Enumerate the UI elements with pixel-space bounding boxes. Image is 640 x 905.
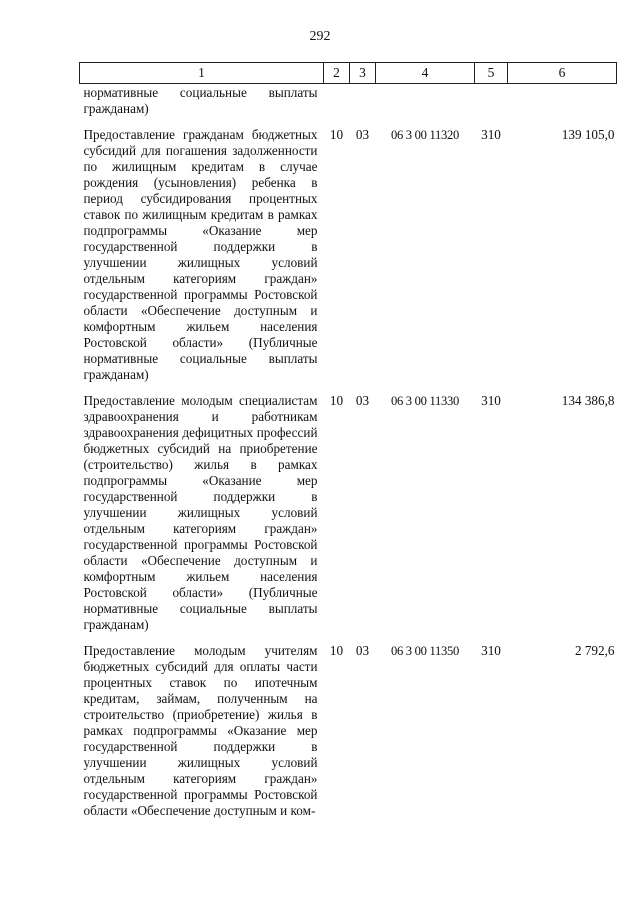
row-subsection: 03 — [355, 127, 370, 142]
header-col-4: 4 — [376, 63, 475, 84]
header-col-6: 6 — [508, 63, 617, 84]
row-target-article — [376, 84, 475, 118]
header-col-1: 1 — [80, 63, 324, 84]
row-amount: 139 105,0 — [561, 127, 615, 142]
table-row — [80, 117, 617, 383]
row-description: Предоставление молодым специалистам здравоохранения и работникам здравоохранения дефицитных профессий бюджетных субсидий на приобретение (строительство) жилья в рамках подпрограммы «Оказание мер государственной поддержки в улучшении жилищных условий отдельным категориям граждан» государственной программы Ростовской области «Обеспечение доступным и комфортным жильем населения Ростовской области» (Публичные нормативные социальные выплаты гражданам) — [83, 393, 318, 632]
header-col-5: 5 — [475, 63, 508, 84]
page-number: 292 — [309, 29, 331, 44]
row-description: Предоставление гражданам бюджетных субсидий для погашения задолженности по жилищным кредитам в случае рождения (усыновления) ребенка в период субсидирования процентных ставок по жилищным кредитам в рамках подпрограммы «Оказание мер государственной поддержки в улучшении жилищных условий отдельным категориям граждан» государственной программы Ростовской области «Обеспечение доступным и комфортным жильем населения Ростовской области» (Публичные нормативные социальные выплаты гражданам) — [83, 127, 318, 382]
row-expense-type: 310 — [481, 643, 501, 658]
row-subsection: 03 — [355, 393, 370, 408]
row-description: нормативные социальные выплаты гражданам) — [83, 85, 318, 116]
header-col-3: 3 — [350, 63, 376, 84]
row-section: 10 — [329, 393, 344, 408]
row-section: 10 — [329, 127, 344, 142]
row-amount — [508, 84, 617, 118]
table-row — [80, 383, 617, 633]
row-expense-type — [475, 84, 508, 118]
row-expense-type: 310 — [481, 393, 501, 408]
table-header-row — [80, 63, 617, 84]
row-section: 10 — [329, 643, 344, 658]
row-target-article: 06 3 00 11320 — [390, 128, 460, 142]
budget-table — [79, 62, 617, 819]
row-amount: 2 792,6 — [574, 643, 615, 658]
row-description: Предоставление молодым учителям бюджетных субсидий для оплаты части процентных ставок по ипотечным кредитам, займам, полученным на строительство (приобретение) жилья в рамках подпрограммы «Оказание мер государственной поддержки в улучшении жилищных условий отдельным категориям граждан» государственной программы Ростовской области «Обеспечение доступным и ком- — [83, 643, 318, 818]
row-subsection — [350, 84, 376, 118]
header-col-2: 2 — [324, 63, 350, 84]
table-row — [80, 84, 617, 118]
row-target-article: 06 3 00 11330 — [390, 394, 460, 408]
row-amount: 134 386,8 — [561, 393, 615, 408]
row-target-article: 06 3 00 11350 — [390, 644, 460, 658]
row-section — [324, 84, 350, 118]
row-expense-type: 310 — [481, 127, 501, 142]
table-row — [80, 633, 617, 819]
row-subsection: 03 — [355, 643, 370, 658]
